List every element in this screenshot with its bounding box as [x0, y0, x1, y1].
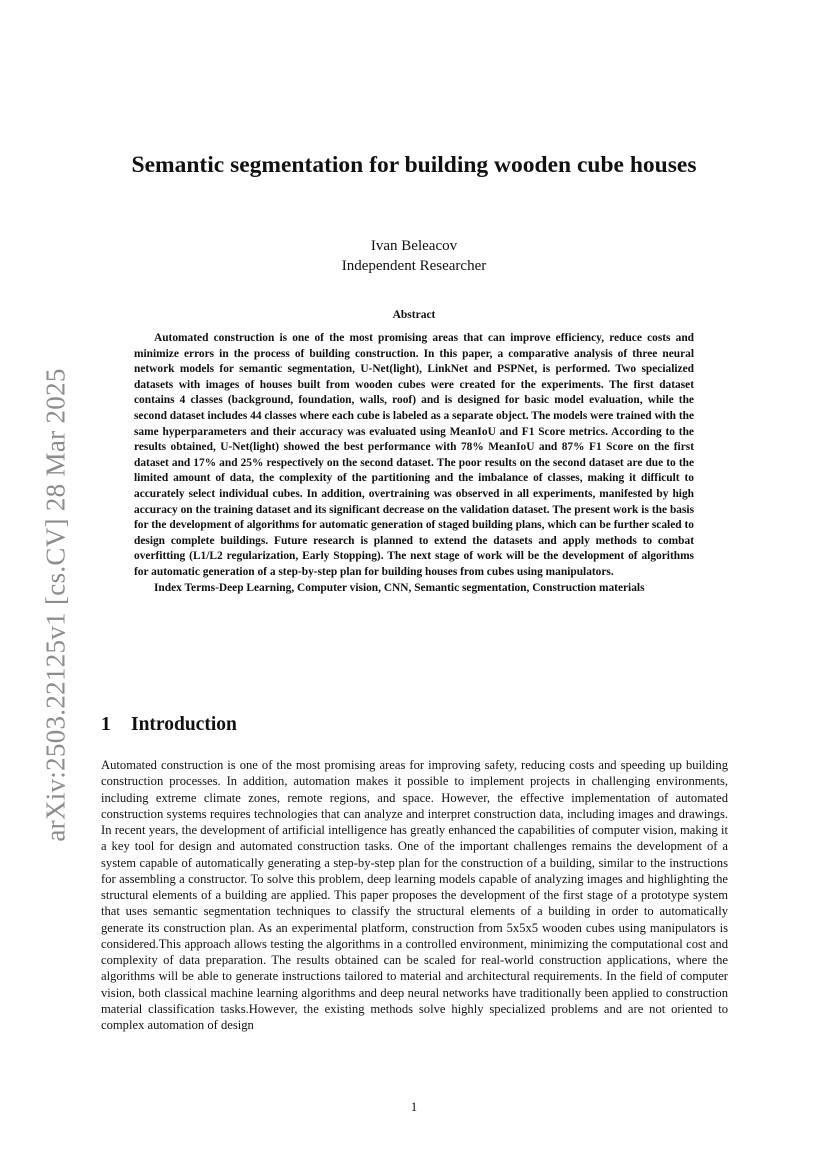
- introduction-paragraph: Automated construction is one of the most promising areas for improving safety, reducing costs and speeding up building construction processes. In addition, automation makes it possible to implement projects in challenging environments, including extreme climate zones, remote regions, and space. However, the effective implementation of automated construction systems requires technologies that can analyze and interpret construction data, including images and drawings. In recent years, the development of artificial intelligence has greatly enhanced the capabilities of computer vision, making it a key tool for design and automated construction tasks. One of the important challenges remains the development of a system capable of automatically generating a step-by-step plan for the construction of a building, similar to the instructions for assembling a constructor. To solve this problem, deep learning models capable of analyzing images and highlighting the structural elements of a building are applied. This paper proposes the development of the first stage of a prototype system that uses semantic segmentation techniques to classify the structural elements of a building in order to automatically generate its construction plan. As an experimental platform, construction from 5x5x5 wooden cubes using manipulators is considered.This approach allows testing the algorithms in a controlled environment, minimizing the computational cost and complexity of data preparation. The results obtained can be scaled for real-world construction applications, where the algorithms will be able to generate instructions tailored to material and architectural requirements. In the field of computer vision, both classical machine learning algorithms and deep neural networks have traditionally been applied to construction material classification tasks.However, the existing methods solve highly specialized problems and are not oriented to complex automation of design: [101, 758, 728, 1032]
- author-name: Ivan Beleacov: [370, 238, 458, 254]
- index-terms: Index Terms-Deep Learning, Computer vision, CNN, Semantic segmentation, Construction materials: [154, 581, 645, 594]
- abstract-text: Automated construction is one of the most promising areas that can improve efficiency, reduce costs and minimize errors in the process of building construction. In this paper, a comparative analysis of three neural network models for semantic segmentation, U-Net(light), LinkNet and PSPNet, is performed. Two specialized datasets with images of houses built from wooden cubes were created for the experiments. The first dataset contains 4 classes (background, foundation, walls, roof) and is designed for basic model evaluation, while the second dataset includes 44 classes where each cube is labeled as a separate object. The models were trained with the same hyperparameters and their accuracy was evaluated using MeanIoU and F1 Score metrics. According to the results obtained, U-Net(light) showed the best performance with 78% MeanIoU and 87% F1 Score on the first dataset and 17% and 25% respectively on the second dataset. The poor results on the second dataset are due to the limited amount of data, the complexity of the partitioning and the imbalance of classes, making it difficult to accurately select individual cubes. In addition, overtraining was observed in all experiments, manifested by high accuracy on the training dataset and its significant decrease on the validation dataset. The present work is the basis for the development of algorithms for automatic generation of staged building plans, which can be further scaled to design complete buildings. Future research is planned to extend the datasets and apply methods to combat overfitting (L1/L2 regularization, Early Stopping). The next stage of work will be the development of algorithms for automatic generation of a step-by-step plan for building houses from cubes using manipulators.: [134, 332, 694, 578]
- section-title: Introduction: [131, 714, 237, 735]
- section-heading: [101, 714, 237, 736]
- author-affiliation: Independent Researcher: [341, 258, 487, 274]
- abstract-section: [134, 331, 694, 596]
- author-block: [110, 236, 718, 276]
- section-number: 1: [101, 714, 111, 735]
- paper-title: Semantic segmentation for building wooden cube houses: [131, 152, 697, 178]
- abstract-heading: Abstract: [392, 309, 436, 321]
- arxiv-identifier-stamp: arXiv:2503.22125v1 [cs.CV] 28 Mar 2025: [40, 368, 71, 842]
- page-number: 1: [410, 1100, 418, 1114]
